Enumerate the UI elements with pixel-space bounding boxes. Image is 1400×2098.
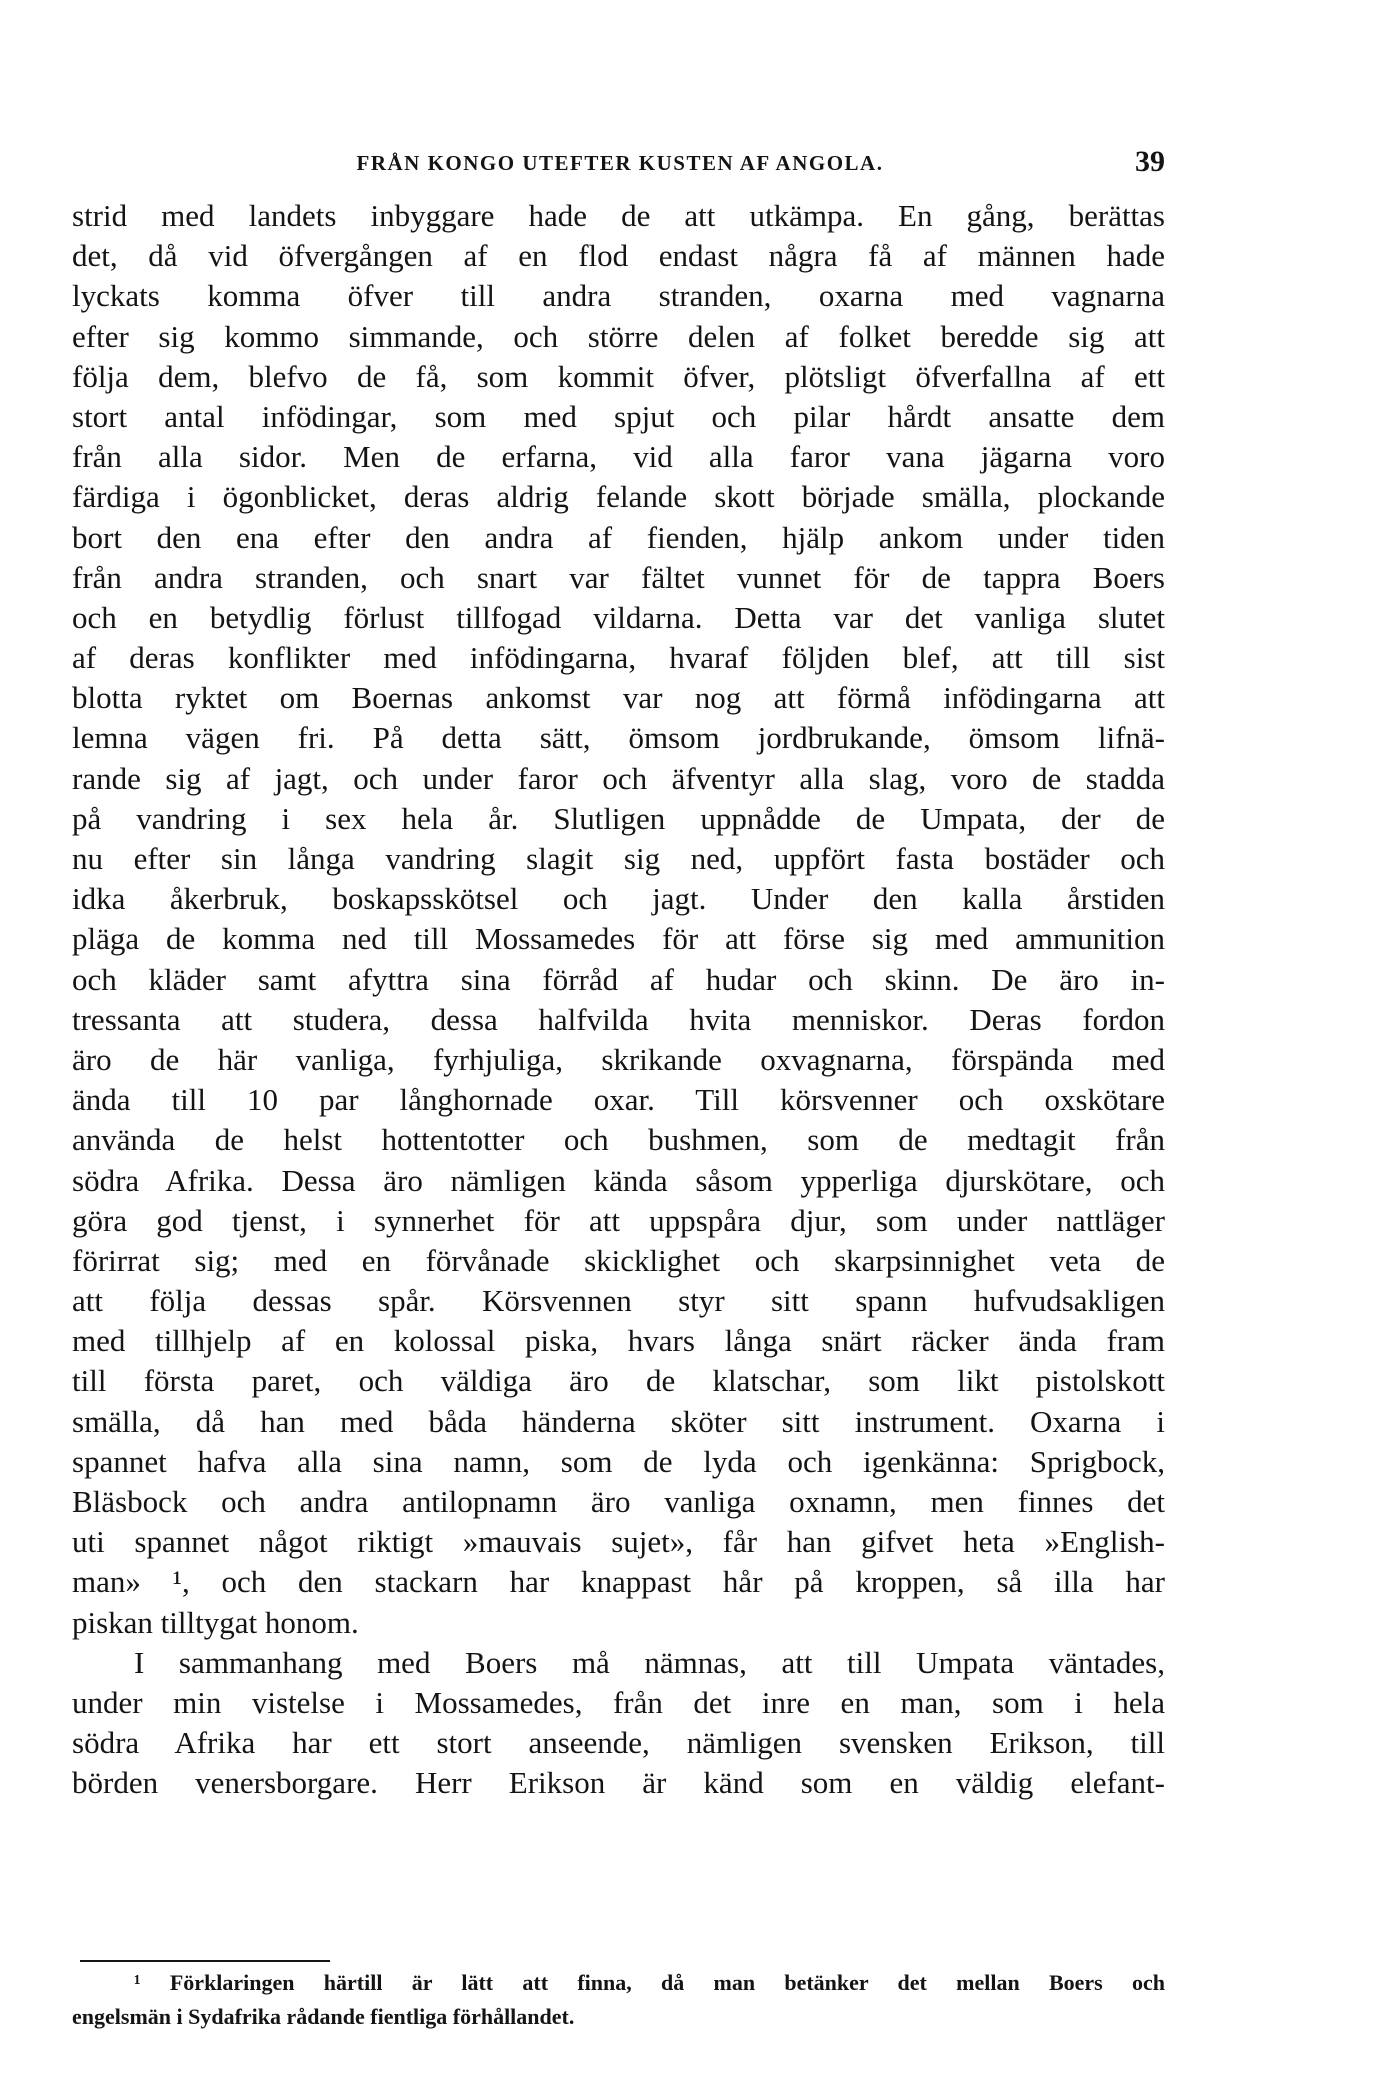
paragraph-end-line: piskan tilltygat honom. [72,1604,359,1640]
text-line: till första paret, och väldiga äro de klatschar, som likt pistolskott [72,1363,1165,1399]
text-line: nu efter sin långa vandring slagit sig ned, uppfört fasta bostäder och [72,841,1165,876]
text-line: bort den ena efter den andra af fienden, hjälp ankom under tiden [72,519,1165,555]
text-line: det, då vid öfvergången af en flod endast några få af männen hade [72,238,1165,274]
text-line: södra Afrika. Dessa äro nämligen kända såsom ypperliga djurskötare, och [72,1162,1165,1198]
text-line: äro de här vanliga, fyrhjuliga, skrikande oxvagnarna, förspända med [72,1041,1165,1077]
text-line: lemna vägen fri. På detta sätt, ömsom jordbrukande, ömsom lifnä- [72,720,1165,756]
text-line: tressanta att studera, dessa halfvilda hvita menniskor. Deras fordon [72,1001,1165,1037]
text-line: med tillhjelp af en kolossal piska, hvars långa snärt räcker ända fram [72,1323,1165,1359]
text-line: och kläder samt afyttra sina förråd af hudar och skinn. De äro in- [72,961,1165,997]
text-line: idka åkerbruk, boskapsskötsel och jagt. Under den kalla årstiden [72,881,1165,917]
text-line: ända till 10 par långhornade oxar. Till körsvenner och oxskötare [72,1082,1165,1118]
text-line: pläga de komma ned till Mossamedes för att förse sig med ammunition [72,921,1165,957]
text-line: spannet hafva alla sina namn, som de lyda och igenkänna: Sprigbock, [72,1443,1165,1479]
footnote-divider [80,1960,330,1962]
text-line: stort antal infödingar, som med spjut och pilar hårdt ansatte dem [72,398,1165,434]
text-line: smälla, då han med båda händerna sköter sitt instrument. Oxarna i [72,1403,1165,1439]
footnote-line: ¹ Förklaringen härtill är lätt att finna, då man betänker det mellan Boers och [134,1970,1165,1995]
text-line: att följa dessas spår. Körsvennen styr sitt spann hufvudsakligen [72,1283,1165,1319]
text-line: på vandring i sex hela år. Slutligen uppnådde de Umpata, der de [72,800,1165,836]
text-line: lyckats komma öfver till andra stranden, oxarna med vagnarna [72,278,1165,314]
text-line: färdiga i ögonblicket, deras aldrig felande skott började smälla, plockande [72,479,1165,515]
text-line: från andra stranden, och snart var fältet vunnet för de tappra Boers [72,559,1165,595]
text-line: blotta ryktet om Boernas ankomst var nog att förmå infödingarna att [72,680,1165,716]
body-text [72,196,1165,1804]
text-line: strid med landets inbyggare hade de att utkämpa. En gång, berättas [72,198,1165,233]
text-line: under min vistelse i Mossamedes, från det inre en man, som i hela [72,1684,1165,1720]
text-line: göra god tjenst, i synnerhet för att uppspåra djur, som under nattläger [72,1202,1165,1238]
text-line: följa dem, blefvo de få, som kommit öfver, plötsligt öfverfallna af ett [72,358,1165,394]
running-title: FRÅN KONGO UTEFTER KUSTEN AF ANGOLA. [356,151,884,175]
text-line: och en betydlig förlust tillfogad vildarna. Detta var det vanliga slutet [72,599,1165,635]
footnote [72,1966,1165,2034]
running-head [75,145,1165,185]
text-line: börden venersborgare. Herr Erikson är känd som en väldig elefant- [72,1765,1165,1801]
paragraph-first-line: I sammanhang med Boers må nämnas, att till Umpata väntades, [134,1644,1165,1680]
text-line: rande sig af jagt, och under faror och äfventyr alla slag, voro de stadda [72,760,1165,796]
footnote-line: engelsmän i Sydafrika rådande fientliga förhållandet. [72,2004,575,2029]
page-number: 39 [1135,145,1165,178]
text-line: af deras konflikter med infödingarna, hvaraf följden blef, att till sist [72,640,1165,676]
text-line: från alla sidor. Men de erfarna, vid alla faror vana jägarna voro [72,439,1165,475]
text-line: man» ¹, och den stackarn har knappast hår på kroppen, så illa har [72,1564,1165,1600]
text-line: använda de helst hottentotter och bushmen, som de medtagit från [72,1122,1165,1158]
text-line: Bläsbock och andra antilopnamn äro vanliga oxnamn, men finnes det [72,1484,1165,1519]
text-line: förirrat sig; med en förvånade skicklighet och skarpsinnighet veta de [72,1242,1165,1278]
text-line: södra Afrika har ett stort anseende, nämligen svensken Erikson, till [72,1725,1165,1761]
text-line: uti spannet något riktigt »mauvais sujet», får han gifvet heta »English- [72,1524,1165,1560]
text-line: efter sig kommo simmande, och större delen af folket beredde sig att [72,318,1165,354]
